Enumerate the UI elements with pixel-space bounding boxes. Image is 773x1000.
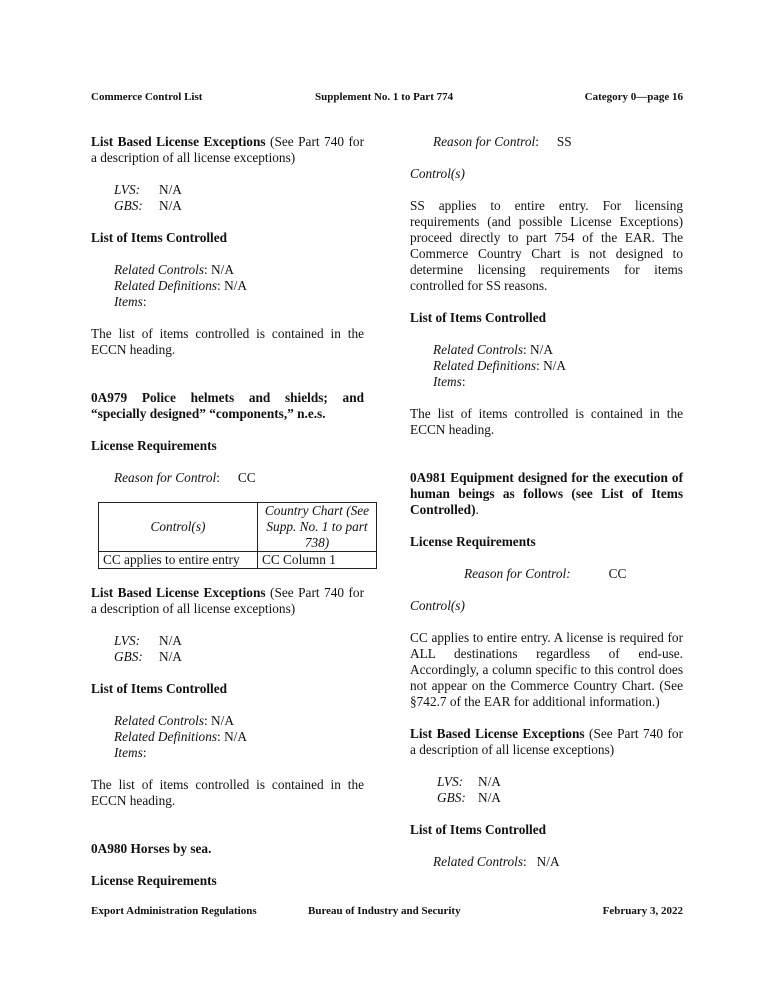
items-label: Items: — [114, 294, 147, 309]
items-label: Items: — [433, 374, 466, 389]
controls-heading: Control(s) — [410, 598, 465, 613]
reason-for-control: Reason for Control : SS — [433, 134, 572, 149]
gbs-row: GBS: N/A — [437, 790, 501, 805]
header-right: Category 0—page 16 — [584, 91, 683, 103]
lvs-row: LVS: N/A — [114, 182, 182, 197]
controls-text: CC applies to entire entry. A license is required for ALL destinations regardless of end-use. Accordingly, a column specific to this control does not appear on the Commerce Country Chart. (See §742.7 of the EAR for additional information.) — [410, 630, 683, 709]
footer-right: February 3, 2022 — [602, 905, 683, 917]
related-controls: Related Controls: N/A — [433, 854, 560, 869]
items-note: The list of items controlled is contained in the ECCN heading. — [91, 777, 364, 808]
related-controls: Related Controls: N/A — [433, 342, 553, 357]
items-controlled-heading: List of Items Controlled — [410, 822, 547, 837]
eccn-heading-0a980: 0A980 Horses by sea. — [91, 841, 212, 856]
header-center: Supplement No. 1 to Part 774 — [315, 91, 454, 103]
footer-center: Bureau of Industry and Security — [308, 905, 461, 917]
related-definitions: Related Definitions: N/A — [114, 278, 247, 293]
left-column — [91, 134, 370, 889]
eccn-heading-0a979: 0A979 Police helmets and shields; and “specially designed” “components,” n.e.s. — [91, 390, 364, 421]
reason-for-control: Reason for Control: CC — [464, 566, 627, 581]
table-cell-control: CC applies to entire entry — [99, 552, 258, 569]
items-note: The list of items controlled is contained in the ECCN heading. — [91, 326, 364, 357]
lble-rest: (See Part 740 for a description of all license exceptions) — [91, 134, 364, 165]
table-header-controls: Control(s) — [99, 503, 258, 552]
related-controls: Related Controls: N/A — [114, 713, 234, 728]
table-header-country-chart: Country Chart (See Supp. No. 1 to part 738) — [258, 503, 377, 552]
gbs-row: GBS: N/A — [114, 198, 182, 213]
license-requirements-heading: License Requirements — [91, 438, 217, 453]
items-controlled-heading: List of Items Controlled — [91, 681, 228, 696]
related-definitions: Related Definitions: N/A — [433, 358, 566, 373]
table-header-row — [99, 503, 377, 552]
lvs-row: LVS: N/A — [437, 774, 501, 789]
table-cell-chart: CC Column 1 — [258, 552, 377, 569]
right-column — [410, 134, 683, 870]
footer-left: Export Administration Regulations — [91, 905, 257, 917]
items-controlled-heading: List of Items Controlled — [410, 310, 547, 325]
license-requirements-heading: License Requirements — [410, 534, 536, 549]
related-controls: Related Controls: N/A — [114, 262, 234, 277]
lble-title: List Based License Exceptions — [91, 134, 266, 149]
items-label: Items: — [114, 745, 147, 760]
lble-paragraph: List Based License Exceptions (See Part 740 for a description of all license exceptions) — [410, 726, 683, 757]
license-requirements-heading: License Requirements — [91, 873, 217, 888]
related-definitions: Related Definitions: N/A — [114, 729, 247, 744]
controls-text: SS applies to entire entry. For licensing requirements (and possible License Exceptions) proceed directly to part 754 of the EAR. The Commerce Country Chart is not designed to determine licensing requirements for items controlled for SS reasons. — [410, 198, 683, 293]
eccn-heading-0a981: 0A981 Equipment designed for the execution of human beings as follows (see List of Items Controlled). — [410, 470, 683, 517]
reason-for-control: Reason for Control : CC — [114, 470, 256, 485]
controls-heading: Control(s) — [410, 166, 465, 181]
gbs-row: GBS: N/A — [114, 649, 182, 664]
table-row — [99, 552, 377, 569]
items-note: The list of items controlled is contained in the ECCN heading. — [410, 406, 683, 437]
header-left: Commerce Control List — [91, 91, 203, 103]
control-country-chart-table — [98, 502, 377, 569]
lble-paragraph — [91, 134, 364, 166]
lvs-row: LVS: N/A — [114, 633, 182, 648]
lble-paragraph: List Based License Exceptions (See Part 740 for a description of all license exceptions) — [91, 585, 364, 616]
items-controlled-heading: List of Items Controlled — [91, 230, 228, 245]
